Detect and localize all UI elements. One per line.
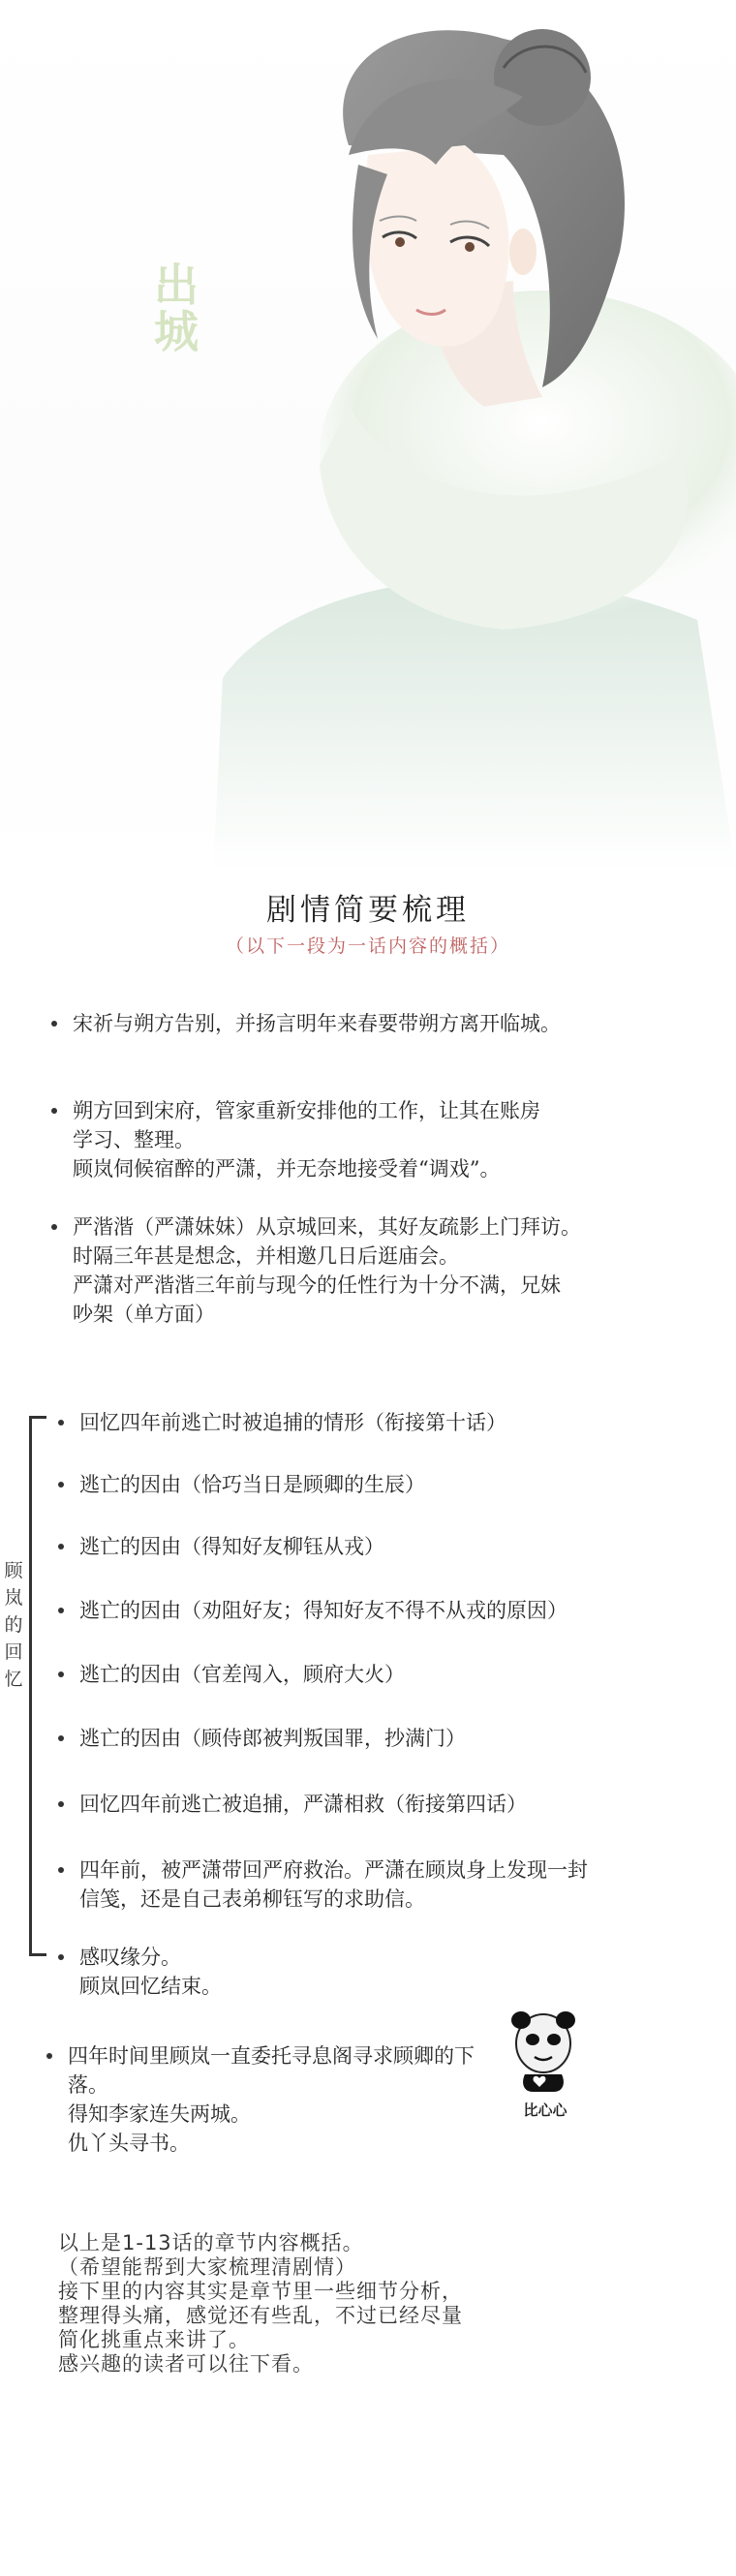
section-subtitle: （以下一段为一话内容的概括）	[225, 935, 510, 957]
list-item	[53, 1212, 702, 1329]
list-item	[53, 1009, 702, 1038]
list-item-text: 逃亡的因由（劝阻好友；得知好友不得不从戎的原因）	[79, 1599, 567, 1622]
bullet-icon	[58, 1608, 64, 1613]
memory-bracket-top	[29, 1416, 46, 1419]
closing-note: 以上是1-13话的章节内容概括。 （希望能帮到大家梳理清剧情） 接下里的内容其实是章节里一些细节分析， 整理得头痛，感觉还有些乱，不过已经尽量 简化挑重点来讲了。 感兴趣的读者可以往下看。	[58, 2231, 463, 2376]
bullet-icon	[46, 2053, 52, 2059]
bullet-icon	[58, 1801, 64, 1807]
meme-caption: 比心心	[523, 2101, 567, 2119]
list-item-text: 逃亡的因由（顾侍郎被判叛国罪，抄满门）	[79, 1727, 466, 1750]
list-item	[60, 1790, 699, 1819]
bullet-icon	[58, 1735, 64, 1741]
list-item	[60, 1724, 699, 1753]
list-item	[60, 1596, 699, 1625]
bullet-icon	[58, 1867, 64, 1873]
list-item-text: 严湝湝（严潇妹妹）从京城回来，其好友疏影上门拜访。 时隔三年甚是想念，并相邀几日后逛庙会。 严潇对严湝湝三年前与现今的任性行为十分不满，兄妹 吵架（单方面）	[73, 1215, 581, 1326]
bullet-icon	[51, 1108, 57, 1114]
chapter-title-watermark: 出城	[147, 261, 199, 354]
list-item	[60, 1408, 699, 1437]
bullet-icon	[51, 1224, 57, 1230]
hero-illustration	[0, 0, 736, 872]
list-item	[60, 1660, 699, 1689]
bullet-icon	[58, 1482, 64, 1487]
bullet-icon	[51, 1021, 57, 1027]
memory-bracket-label: 顾 岚 的 回 忆	[4, 1560, 23, 1690]
list-item	[60, 1855, 711, 1914]
list-item-text: 四年时间里顾岚一直委托寻息阁寻求顾卿的下落。 得知李家连失两城。 仇丫头寻书。	[68, 2044, 475, 2155]
list-item	[60, 1470, 699, 1499]
list-item-text: 逃亡的因由（官差闯入，顾府大火）	[79, 1663, 405, 1686]
section-title: 剧情简要梳理	[266, 893, 470, 928]
list-item-text: 回忆四年前逃亡被追捕，严潇相救（衔接第四话）	[79, 1793, 527, 1816]
list-item	[60, 1943, 699, 2001]
list-item	[48, 2041, 494, 2158]
list-item	[60, 1532, 699, 1561]
list-item	[53, 1096, 702, 1183]
list-item-text: 感叹缘分。 顾岚回忆结束。	[79, 1946, 222, 1998]
memory-bracket	[29, 1416, 32, 1956]
illustration-woman-icon	[0, 0, 736, 872]
list-item-text: 宋祈与朔方告别，并扬言明年来春要带朔方离开临城。	[73, 1012, 561, 1035]
list-item-text: 四年前，被严潇带回严府救治。严潇在顾岚身上发现一封 信笺，还是自己表弟柳钰写的求助信。	[79, 1858, 588, 1911]
list-item-text: 朔方回到宋府，管家重新安排他的工作，让其在账房 学习、整理。 顾岚伺候宿醉的严潇，并无奈地接受着“调戏”。	[73, 1099, 540, 1181]
bullet-icon	[58, 1671, 64, 1677]
bullet-icon	[58, 1544, 64, 1549]
panda-meme-icon	[507, 2007, 579, 2096]
bullet-icon	[58, 1420, 64, 1426]
list-item-text: 逃亡的因由（得知好友柳钰从戎）	[79, 1535, 384, 1558]
list-item-text: 回忆四年前逃亡时被追捕的情形（衔接第十话）	[79, 1411, 506, 1434]
list-item-text: 逃亡的因由（恰巧当日是顾卿的生辰）	[79, 1473, 425, 1496]
memory-bracket-bottom	[29, 1953, 46, 1956]
bullet-icon	[58, 1954, 64, 1960]
